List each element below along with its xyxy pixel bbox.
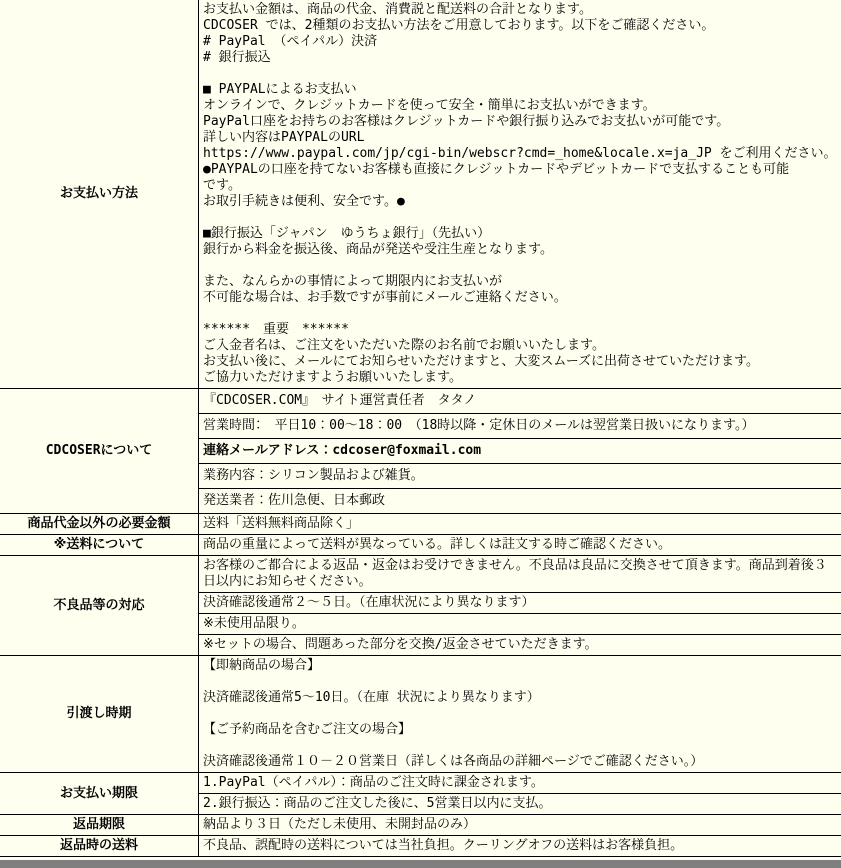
row-about-cdcoser (0, 389, 841, 514)
text-line: ●PAYPALの口座を持てないお客様も直接にクレジットカードやデビットカードで支払することも可能 (203, 162, 790, 177)
return-period-content (199, 815, 841, 835)
text-line: # 銀行振込 (203, 50, 271, 65)
row-payment-method (0, 0, 841, 389)
row-delivery-time (0, 656, 841, 773)
shipping-fee-content (199, 535, 841, 555)
paypal-deadline-cell: 1.PayPal（ペイパル）：商品のご注文時に課金されます。 (199, 773, 841, 794)
row-header-defective-items: 不良品等の対応 (0, 556, 199, 655)
text-line: です。 (203, 178, 241, 193)
about-cdcoser-content (199, 389, 841, 513)
text-line: ご入金者名は、ご注文をいただいた際のお名前でお願いいたします。 (203, 338, 605, 353)
text-line: 銀行から料金を振込後、商品が発送や受注生産となります。 (203, 242, 553, 257)
text-line: 決済確認後通常5～10日。（在庫 状況により異なります） (203, 690, 540, 705)
row-header-payment-method: お支払い方法 (0, 0, 199, 388)
text-line: 不良品、誤配時の送料については当社負担。クーリングオフの送料はお客様負担。 (203, 838, 684, 853)
return-shipping-content (199, 836, 841, 856)
in-stock-heading: 【即納商品の場合】 (203, 658, 321, 673)
bottom-edge-bar (0, 860, 841, 868)
paypal-section-heading: ■ PAYPALによるお支払い (203, 82, 357, 97)
blank-line (203, 738, 837, 754)
blank-line (203, 66, 837, 82)
unused-only-cell: ※未使用品限り。 (199, 614, 841, 635)
row-shipping-fee (0, 535, 841, 556)
preorder-heading: 【ご予約商品を含むご注文の場合】 (203, 722, 412, 737)
row-header-return-shipping: 返品時の送料 (0, 836, 199, 856)
text-line: # PayPal （ペイパル）決済 (203, 34, 378, 49)
bank-transfer-heading: ■銀行振込「ジャパン ゆうちょ銀行」（先払い） (203, 226, 491, 241)
row-header-shipping-fee: ※送料について (0, 535, 199, 555)
text-line: お支払い後に、メールにてお知らせいただけますと、大変スムーズに出荷させていただけます。 (203, 354, 760, 369)
row-defective-items (0, 556, 841, 656)
text-line: 決済確認後通常１０－２０営業日（詳しくは各商品の詳細ページでご確認ください。） (203, 754, 704, 769)
text-line: 不可能な場合は、お手数ですが事前にメールご連絡ください。 (203, 290, 567, 305)
text-line: お支払い金額は、商品の代金、消費説と配送料の合計となります。 (203, 2, 592, 17)
business-hours-cell: 営業時間： 平日10：00～18：00 （18時以降・定休日のメールは翌営業日扱いになります。） (199, 414, 841, 439)
processing-time-cell: 決済確認後通常２～５日。（在庫状況により異なります） (199, 593, 841, 614)
blank-line (203, 258, 837, 274)
text-line: PayPal口座をお持ちのお客様はクレジットカードや銀行振り込みでお支払いが可能です。 (203, 114, 730, 129)
blank-line (203, 674, 837, 690)
text-line: CDCOSER では、2種類のお支払い方法をご用意しております。以下をご確認ください。 (203, 18, 715, 33)
shipping-carrier-cell: 発送業者：佐川急便、日本郵政 (203, 493, 386, 508)
row-header-delivery-time: 引渡し時期 (0, 656, 199, 772)
row-header-return-period: 返品期限 (0, 815, 199, 835)
row-header-payment-deadline: お支払い期限 (0, 773, 199, 814)
text-line: 納品より３日（ただし未使用、未開封品のみ） (203, 817, 477, 832)
site-operator-cell: 『CDCOSER.COM』 サイト運営責任者 タタノ (199, 389, 841, 414)
important-heading: ****** 重要 ****** (203, 322, 349, 337)
defective-items-content (199, 556, 841, 655)
row-payment-deadline (0, 773, 841, 815)
bank-deadline-cell: 2.銀行振込：商品のご注文した後に、5営業日以内に支払。 (203, 796, 552, 811)
delivery-time-content (199, 656, 841, 772)
row-return-period (0, 815, 841, 836)
blank-line (203, 706, 837, 722)
contact-email-cell: 連絡メールアドレス：cdcoser@foxmail.com (199, 439, 841, 464)
text-line: ご協力いただけますようお願いいたします。 (203, 370, 462, 385)
text-line: 送料「送料無料商品除く」 (203, 516, 360, 531)
text-line: オンラインで、クレジットカードを使って安全・簡単にお支払いができます。 (203, 98, 656, 113)
blank-line (203, 210, 837, 226)
row-return-shipping (0, 836, 841, 857)
row-header-extra-fees: 商品代金以外の必要金額 (0, 514, 199, 534)
blank-line (203, 306, 837, 322)
extra-fees-content (199, 514, 841, 534)
text-line: 商品の重量によって送料が異なっている。詳しくは註文する時ご確認ください。 (203, 537, 672, 552)
returns-policy-cell: お客様のご都合による返品・返金はお受けできません。不良品は良品に交換させて頂きます。商品到着後３日以内にお知らせください。 (199, 556, 841, 593)
row-extra-fees (0, 514, 841, 535)
paypal-url-text: https://www.paypal.com/jp/cgi-bin/webscr?cmd=_home&locale.x=ja_JP をご利用ください。 (203, 146, 837, 161)
text-line: 詳しい内容はPAYPALのURL (203, 130, 365, 145)
text-line: また、なんらかの事情によって期限内にお支払いが (203, 274, 503, 289)
row-header-about-cdcoser: CDCOSERについて (0, 389, 199, 513)
payment-deadline-content (199, 773, 841, 814)
text-line: お取引手続きは便利、安全です。● (203, 194, 405, 209)
payment-method-content (199, 0, 841, 388)
business-description-cell: 業務内容：シリコン製品および雑貨。 (199, 464, 841, 489)
set-exchange-cell: ※セットの場合、問題あった部分を交換/返金させていただきます。 (203, 637, 598, 652)
